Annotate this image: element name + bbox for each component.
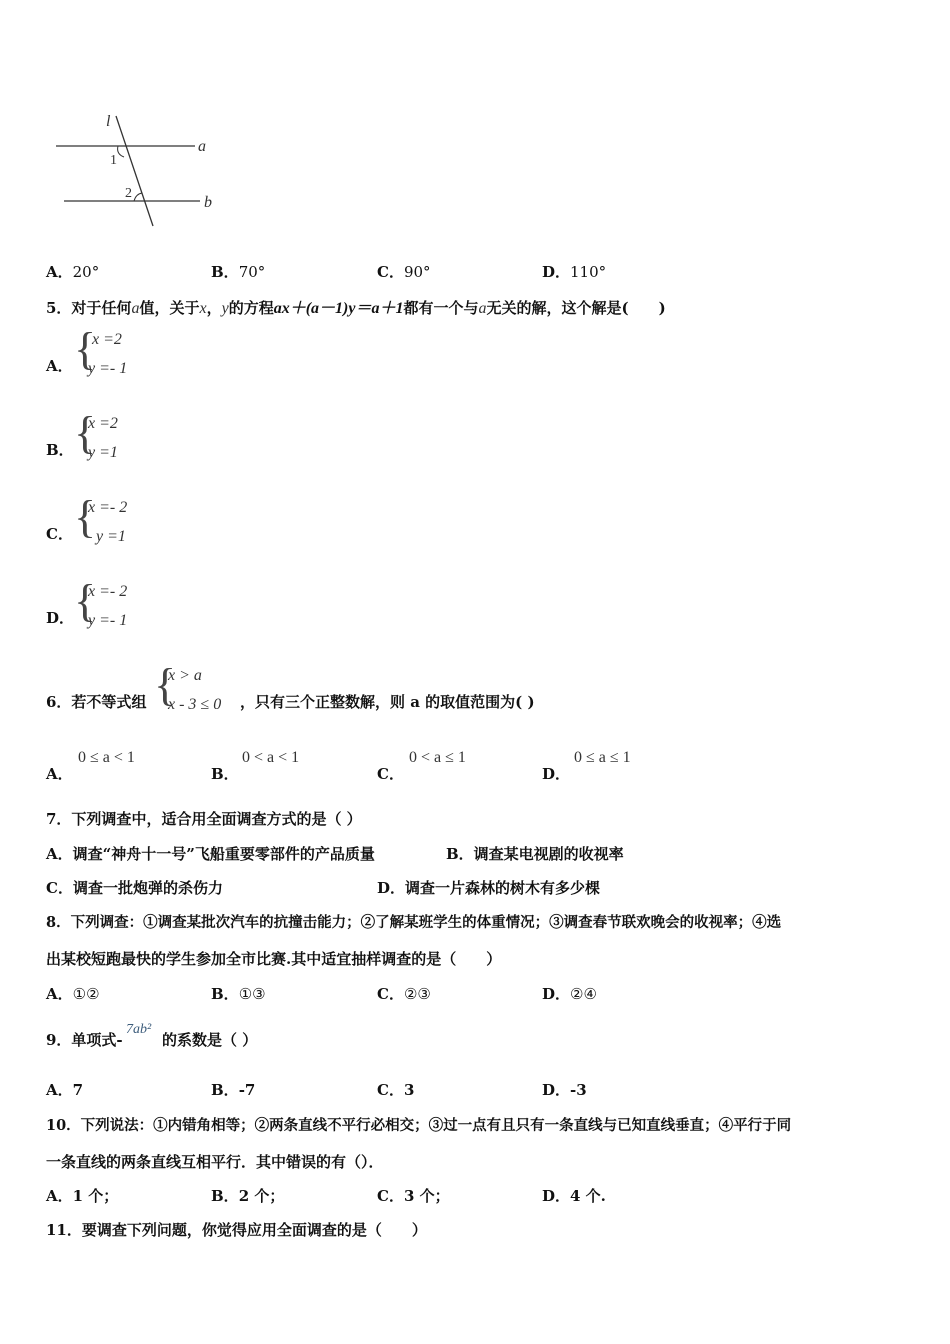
q8-stem-line1: 8．下列调查：①调查某批次汽车的抗撞击能力；②了解某班学生的体重情况；③调查春节联欢晚会的收视率；④选 bbox=[46, 914, 782, 931]
line-l bbox=[116, 116, 153, 226]
q4-option-d[interactable]: D．110° bbox=[542, 263, 607, 281]
q6-brace: { bbox=[154, 659, 177, 710]
q7-stem: 7．下列调查中，适合用全面调查方式的是（ ） bbox=[46, 810, 362, 828]
q8-option-a[interactable]: A．①② bbox=[46, 985, 100, 1003]
q6-option-d-letter[interactable]: D． bbox=[542, 765, 571, 783]
q6-option-a-letter[interactable]: A． bbox=[46, 765, 73, 783]
parallel-lines-figure bbox=[50, 108, 220, 233]
q7-option-c[interactable]: C．调查一批炮弹的杀伤力 bbox=[46, 879, 223, 897]
q6-option-a-text: 0 ≤ a < 1 bbox=[78, 749, 135, 766]
q5-option-d-line1: x =- 2 bbox=[88, 583, 128, 600]
q5-option-b-line2: y =1 bbox=[88, 444, 118, 461]
q5-option-d-letter[interactable]: D． bbox=[46, 609, 75, 627]
q9-stem-a: 9．单项式- bbox=[46, 1031, 123, 1049]
angle-2-arc bbox=[134, 193, 142, 201]
q10-option-b[interactable]: B．2 个； bbox=[211, 1187, 285, 1205]
q10-option-d[interactable]: D．4 个. bbox=[542, 1187, 606, 1205]
q4-option-a[interactable]: A．20° bbox=[46, 263, 100, 281]
q5-option-d-brace: { bbox=[74, 575, 97, 626]
q11-stem: 11．要调查下列问题，你觉得应用全面调查的是（ ） bbox=[46, 1221, 427, 1239]
q6-option-b-text: 0 < a < 1 bbox=[242, 749, 300, 766]
q5-option-b-line1: x =2 bbox=[88, 415, 118, 432]
q7-option-b[interactable]: B．调查某电视剧的收视率 bbox=[446, 845, 624, 863]
q6-option-c-letter[interactable]: C． bbox=[377, 765, 404, 783]
q9-option-d[interactable]: D．-3 bbox=[542, 1081, 587, 1099]
q6-option-d-text: 0 ≤ a ≤ 1 bbox=[574, 749, 631, 766]
q6-option-b-letter[interactable]: B． bbox=[211, 765, 239, 783]
q5-option-c-line2: y =1 bbox=[96, 528, 126, 545]
q9-option-b[interactable]: B．-7 bbox=[211, 1081, 256, 1099]
q6-stem-a: 6．若不等式组 bbox=[46, 693, 147, 711]
q5-stem: 5．对于任何a值，关于x，y的方程ax＋(a－1)y＝a＋1都有一个与a无关的解，这个解是( ) bbox=[46, 299, 666, 317]
label-a: a bbox=[198, 138, 206, 155]
q9-monomial: 7ab² bbox=[126, 1022, 152, 1037]
q5-option-a-letter[interactable]: A． bbox=[46, 357, 73, 375]
q5-option-c-letter[interactable]: C． bbox=[46, 525, 73, 543]
q5-option-c-brace: { bbox=[74, 491, 97, 542]
q6-line2: x - 3 ≤ 0 bbox=[168, 696, 222, 713]
q9-stem-b: 的系数是（ ） bbox=[162, 1031, 258, 1049]
q6-option-c-text: 0 < a ≤ 1 bbox=[409, 749, 466, 766]
q10-stem-line2: 一条直线的两条直线互相平行．其中错误的有（）． bbox=[46, 1153, 384, 1171]
q8-option-b[interactable]: B．①③ bbox=[211, 985, 266, 1003]
q7-option-a[interactable]: A．调查“神舟十一号”飞船重要零部件的产品质量 bbox=[46, 845, 375, 863]
q5-option-a-line2: y =- 1 bbox=[88, 360, 128, 377]
label-angle-2: 2 bbox=[125, 186, 132, 201]
q5-option-a-brace: { bbox=[74, 323, 97, 374]
q10-stem-line1: 10．下列说法：①内错角相等；②两条直线不平行必相交；③过一点有且只有一条直线与已知直线垂直；④平行于同 bbox=[46, 1117, 792, 1134]
q10-option-c[interactable]: C．3 个； bbox=[377, 1187, 450, 1205]
q10-option-a[interactable]: A．1 个； bbox=[46, 1187, 119, 1205]
q5-option-d-line2: y =- 1 bbox=[88, 612, 128, 629]
q4-option-c[interactable]: C．90° bbox=[377, 263, 431, 281]
q5-option-b-brace: { bbox=[74, 407, 97, 458]
q9-option-a[interactable]: A．7 bbox=[46, 1081, 84, 1099]
q5-option-b-letter[interactable]: B． bbox=[46, 441, 74, 459]
q5-option-a-line1: x =2 bbox=[92, 331, 122, 348]
q6-line1: x > a bbox=[168, 667, 202, 684]
label-b: b bbox=[204, 194, 212, 211]
q8-option-c[interactable]: C．②③ bbox=[377, 985, 431, 1003]
q5-option-c-line1: x =- 2 bbox=[88, 499, 128, 516]
label-l: l bbox=[106, 113, 111, 130]
q8-stem-line2: 出某校短跑最快的学生参加全市比赛.其中适宜抽样调查的是（ ） bbox=[46, 950, 502, 968]
angle-1-arc bbox=[118, 146, 124, 157]
q7-option-d[interactable]: D．调查一片森林的树木有多少棵 bbox=[377, 879, 601, 897]
label-angle-1: 1 bbox=[110, 153, 117, 168]
q9-option-c[interactable]: C．3 bbox=[377, 1081, 415, 1099]
q8-option-d[interactable]: D．②④ bbox=[542, 985, 597, 1003]
q4-option-b[interactable]: B．70° bbox=[211, 263, 266, 281]
q6-stem-b: ，只有三个正整数解，则 a 的取值范围为( ) bbox=[240, 693, 535, 711]
